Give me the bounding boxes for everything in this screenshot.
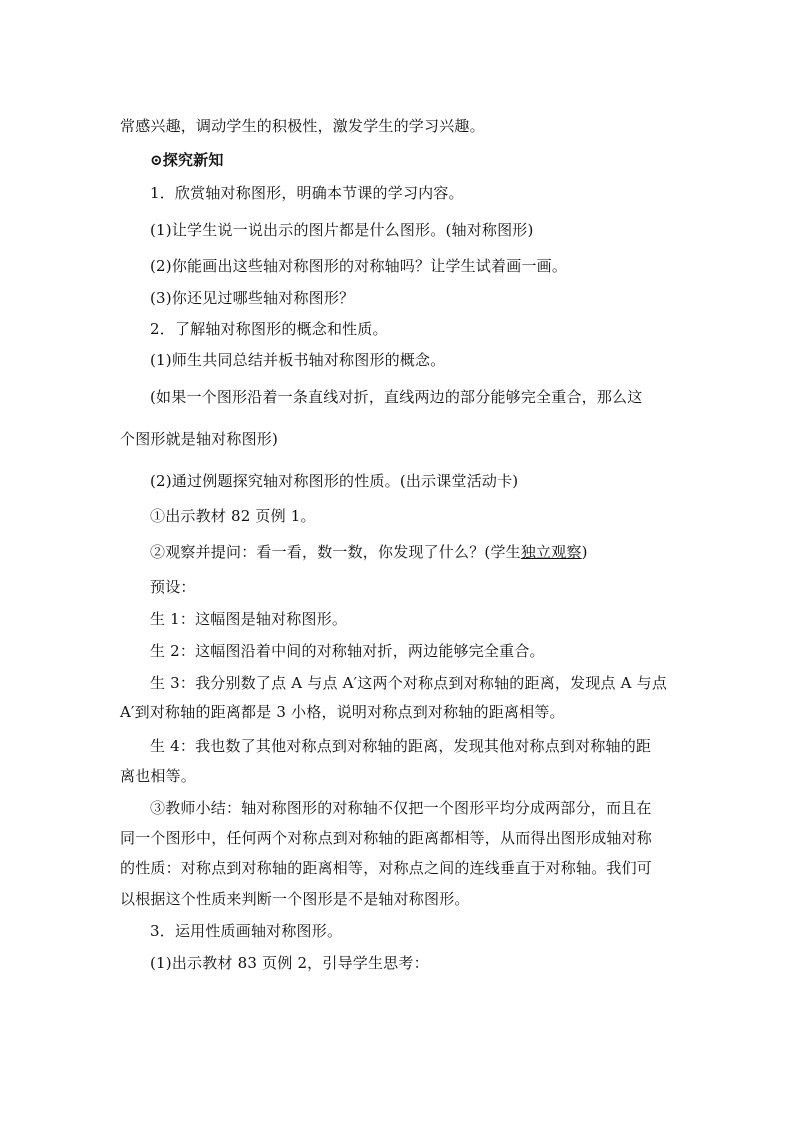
- closing-paren: ): [581, 543, 588, 561]
- list-item: (2)通过例题探究轴对称图形的性质。(出示课堂活动卡): [150, 472, 519, 490]
- list-item: 1．欣赏轴对称图形，明确本节课的学习内容。: [150, 184, 464, 202]
- paragraph-line: (如果一个图形沿着一条直线对折，直线两边的部分能够完全重合，那么这: [150, 388, 643, 406]
- paragraph-line: A′到对称轴的距离都是 3 小格，说明对称点到对称轴的距离相等。: [120, 703, 565, 721]
- list-item: (3)你还见过哪些轴对称图形？: [150, 289, 355, 307]
- paragraph-line: 个图形就是轴对称图形): [120, 430, 279, 448]
- paragraph-line: 预设：: [150, 578, 196, 596]
- paragraph-line: 的性质：对称点到对称轴的距离相等，对称点之间的连线垂直于对称轴。我们可: [120, 859, 653, 877]
- student-answer: 生 1：这幅图是轴对称图形。: [150, 610, 348, 628]
- list-item: (1)师生共同总结并板书轴对称图形的概念。: [150, 351, 446, 369]
- student-answer: 生 4：我也数了其他对称点到对称轴的距离，发现其他对称点到对称轴的距: [150, 737, 652, 755]
- list-item: 2．了解轴对称图形的概念和性质。: [150, 320, 388, 338]
- paragraph-line: 离也相等。: [120, 767, 197, 785]
- student-answer: 生 3：我分别数了点 A 与点 A′这两个对称点到对称轴的距离，发现点 A 与点: [150, 674, 668, 692]
- teacher-summary: ③教师小结：轴对称图形的对称轴不仅把一个图形平均分成两部分，而且在: [150, 799, 652, 817]
- list-item: (2)你能画出这些轴对称图形的对称轴吗？让学生试着画一画。: [150, 257, 568, 275]
- question-text: ②观察并提问：看一看，数一数，你发现了什么？(学生: [150, 543, 521, 561]
- list-item: [150, 541, 588, 563]
- paragraph-line: 以根据这个性质来判断一个图形是不是轴对称图形。: [120, 890, 470, 908]
- paragraph-line: 同一个图形中，任何两个对称点到对称轴的距离都相等，从而得出图形成轴对称: [120, 829, 653, 847]
- section-heading: ⊙探究新知: [150, 151, 224, 169]
- underlined-text: 独立观察: [520, 543, 582, 561]
- paragraph-line: 常感兴趣，调动学生的积极性，激发学生的学习兴趣。: [120, 117, 485, 135]
- student-answer: 生 2：这幅图沿着中间的对称轴对折，两边能够完全重合。: [150, 642, 545, 660]
- list-item: (1)让学生说一说出示的图片都是什么图形。(轴对称图形): [150, 221, 534, 239]
- list-item: 3．运用性质画轴对称图形。: [150, 922, 343, 940]
- list-item: ①出示教材 82 页例 1。: [150, 507, 316, 525]
- list-item: (1)出示教材 83 页例 2，引导学生思考：: [150, 954, 429, 972]
